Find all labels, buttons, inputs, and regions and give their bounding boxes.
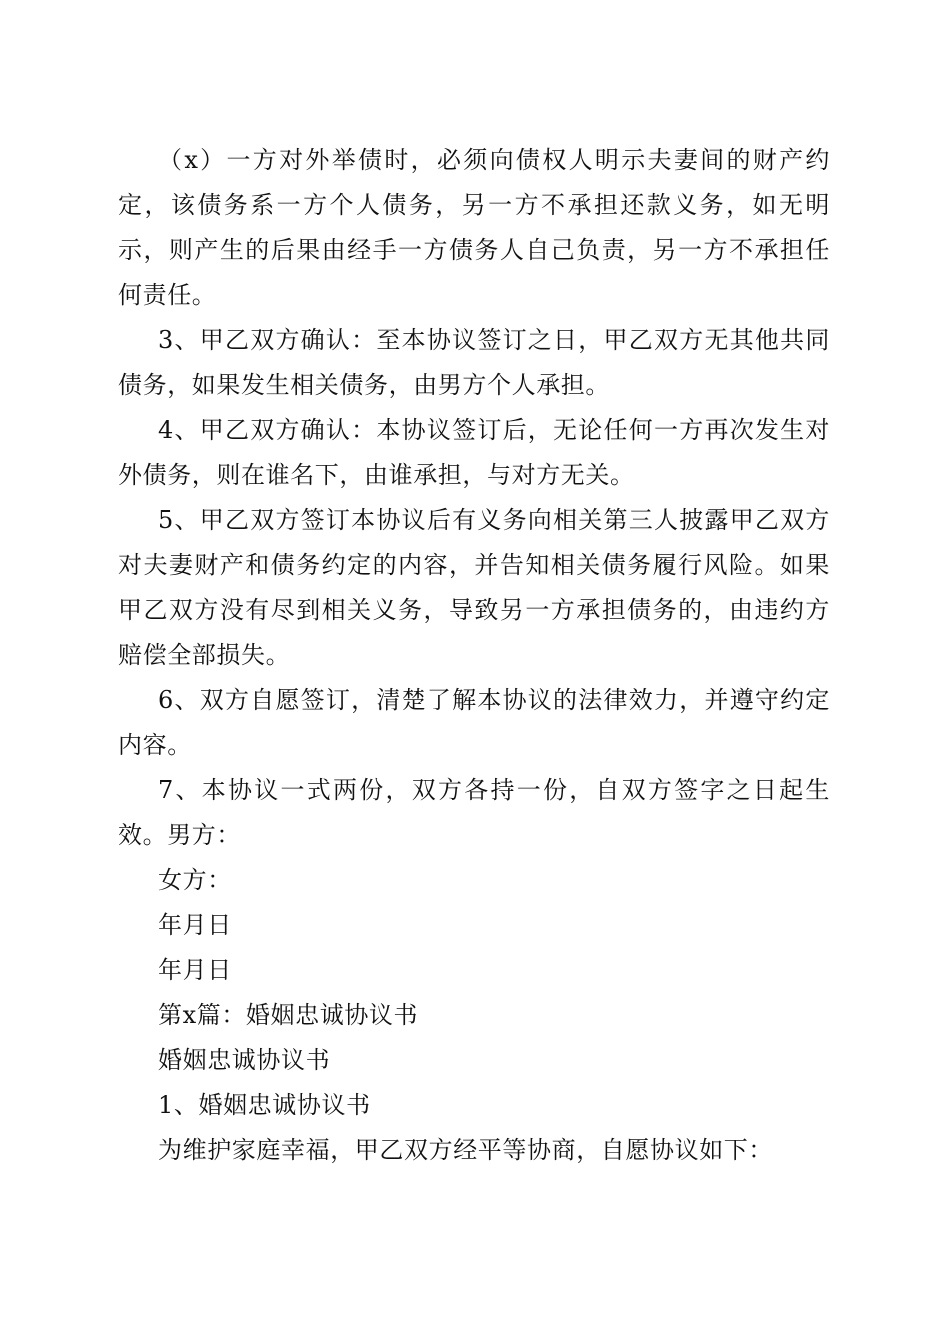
- document-body: [118, 138, 830, 1173]
- signature-female-label: 女方：: [158, 866, 232, 894]
- paragraph-clause-7: 7、本协议一式两份，双方各持一份，自双方签字之日起生效。男方：: [118, 776, 830, 849]
- date-line-1: 年月日: [158, 911, 232, 939]
- section-heading: 第x篇：婚姻忠诚协议书: [158, 1001, 419, 1029]
- paragraph-debt-disclosure: （x）一方对外举债时，必须向债权人明示夫妻间的财产约定，该债务系一方个人债务，另一方不承担还款义务，如无明示，则产生的后果由经手一方债务人自己负责，另一方不承担任何责任。: [118, 146, 830, 309]
- paragraph-clause-5: 5、甲乙双方签订本协议后有义务向相关第三人披露甲乙双方对夫妻财产和债务约定的内容，并告知相关债务履行风险。如果甲乙双方没有尽到相关义务，导致另一方承担债务的，由违约方赔偿全部损失。: [118, 506, 830, 669]
- paragraph-clause-3: 3、甲乙双方确认：至本协议签订之日，甲乙双方无其他共同债务，如果发生相关债务，由男方个人承担。: [118, 326, 830, 399]
- paragraph-clause-4: 4、甲乙双方确认：本协议签订后，无论任何一方再次发生对外债务，则在谁名下，由谁承担，与对方无关。: [118, 416, 830, 489]
- paragraph-clause-6: 6、双方自愿签订，清楚了解本协议的法律效力，并遵守约定内容。: [118, 686, 830, 759]
- agreement-intro: 为维护家庭幸福，甲乙双方经平等协商，自愿协议如下：: [158, 1136, 773, 1164]
- agreement-title: 婚姻忠诚协议书: [158, 1046, 331, 1074]
- date-line-2: 年月日: [158, 956, 232, 984]
- agreement-item-1: 1、婚姻忠诚协议书: [158, 1091, 371, 1119]
